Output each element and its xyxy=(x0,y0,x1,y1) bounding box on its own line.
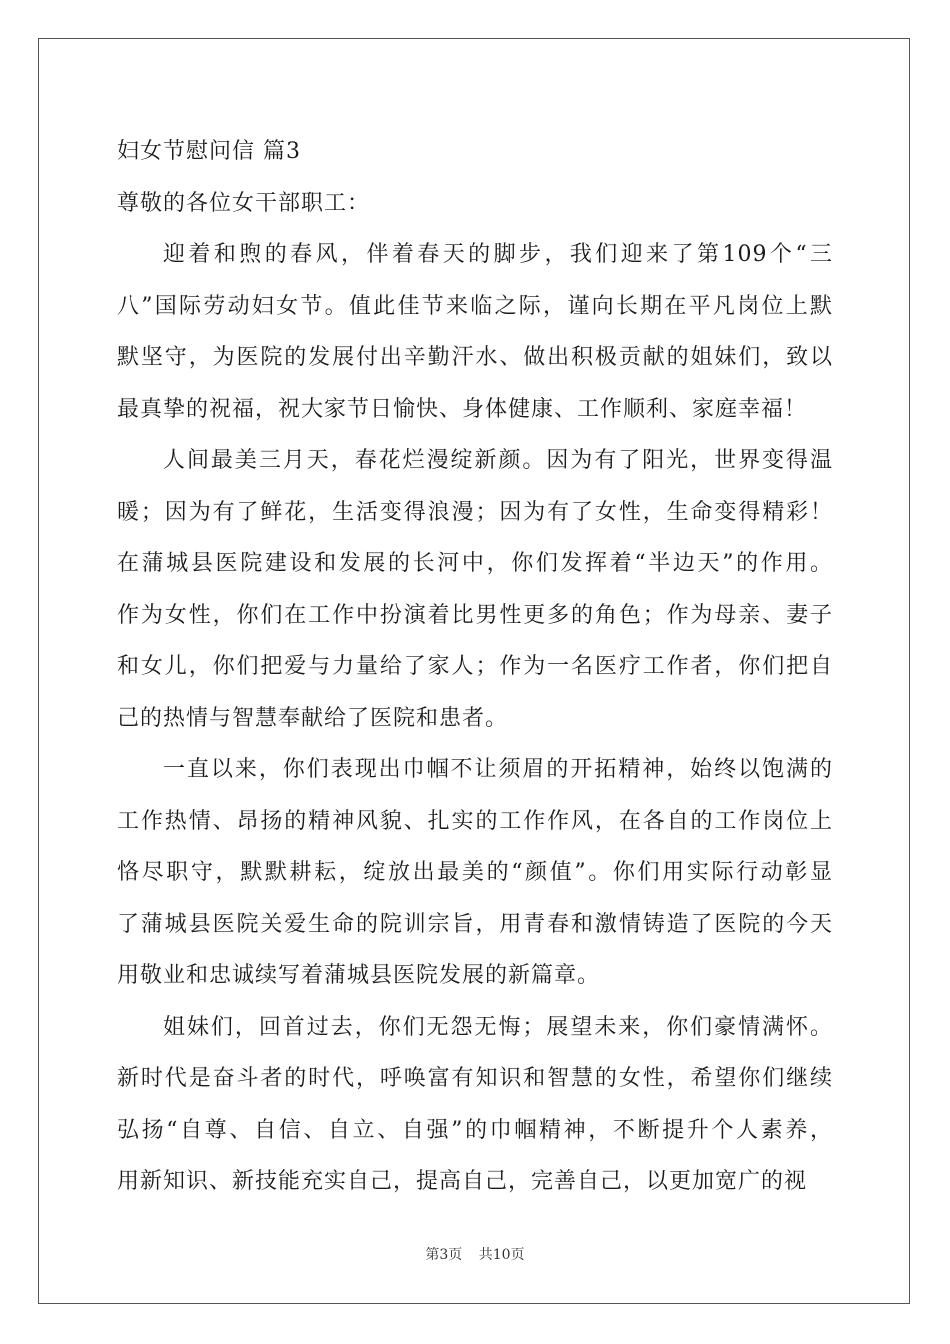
text-line: 人间最美三月天，春花烂漫绽新颜。因为有了阳光，世界变得温 xyxy=(163,448,833,473)
text-line: 最真挚的祝福，祝大家节日愉快、身体健康、工作顺利、家庭幸福！ xyxy=(117,396,808,422)
paragraph-list xyxy=(117,229,833,1208)
paragraph xyxy=(117,744,833,1002)
text-line: 用敬业和忠诚续写着蒲城县医院发展的新篇章。 xyxy=(117,963,601,988)
paragraph xyxy=(117,229,833,435)
page-number: 第3页 xyxy=(425,1247,463,1263)
paragraph xyxy=(117,1002,833,1208)
document-title: 妇女节慰问信 篇3 xyxy=(117,139,301,164)
text-line: 暖；因为有了鲜花，生活变得浪漫；因为有了女性，生命变得精彩！ xyxy=(117,499,833,525)
text-line: 迎着和煦的春风，伴着春天的脚步，我们迎来了第109个“三 xyxy=(163,242,833,267)
text-line: 用新知识、新技能充实自己，提高自己，完善自己，以更加宽广的视 xyxy=(117,1169,808,1194)
text-line: 姐妹们，回首过去，你们无怨无悔；展望未来，你们豪情满怀。 xyxy=(163,1014,833,1040)
text-line: 弘扬“自尊、自信、自立、自强”的巾帼精神，不断提升个人素养， xyxy=(117,1117,833,1143)
document-body xyxy=(117,126,833,1208)
text-line: 默坚守，为医院的发展付出辛勤汗水、做出积极贡献的姐妹们，致以 xyxy=(117,345,833,370)
text-line: 工作热情、昂扬的精神风貌、扎实的工作作风，在各自的工作岗位上 xyxy=(117,808,833,834)
paragraph xyxy=(117,435,833,744)
text-line: 新时代是奋斗者的时代，呼唤富有知识和智慧的女性，希望你们继续 xyxy=(117,1066,833,1091)
text-line: 和女儿，你们把爱与力量给了家人；作为一名医疗工作者，你们把自 xyxy=(117,654,833,679)
page-total: 共10页 xyxy=(478,1247,525,1263)
text-line: 己的热情与智慧奉献给了医院和患者。 xyxy=(117,705,509,731)
text-line: 一直以来，你们表现出巾帼不让须眉的开拓精神，始终以饱满的 xyxy=(163,757,833,782)
page-footer xyxy=(0,1244,950,1264)
text-line: 作为女性，你们在工作中扮演着比男性更多的角色；作为母亲、妻子 xyxy=(117,602,833,628)
text-line: 在蒲城县医院建设和发展的长河中，你们发挥着“半边天”的作用。 xyxy=(117,551,833,576)
text-line: 八”国际劳动妇女节。值此佳节来临之际，谨向长期在平凡岗位上默 xyxy=(117,293,833,319)
text-line: 了蒲城县医院关爱生命的院训宗旨，用青春和激情铸造了医院的今天 xyxy=(117,911,833,937)
text-line: 恪尽职守，默默耕耘，绽放出最美的“颜值”。你们用实际行动彰显 xyxy=(117,860,833,885)
salutation: 尊敬的各位女干部职工： xyxy=(117,190,371,216)
